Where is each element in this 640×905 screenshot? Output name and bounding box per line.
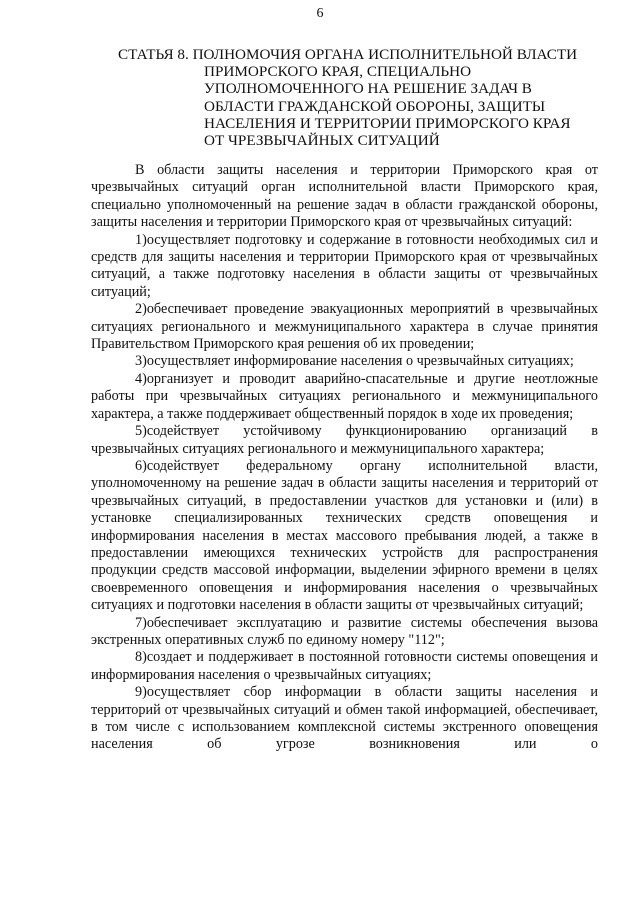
list-item-7: 7)обеспечивает эксплуатацию и развитие системы обеспечения вызова экстренных оперативных служб по единому номеру "112"; bbox=[91, 614, 598, 648]
list-item-3: 3)осуществляет информирование населения о чрезвычайных ситуациях; bbox=[135, 353, 574, 370]
heading-line: ОБЛАСТИ ГРАЖДАНСКОЙ ОБОРОНЫ, ЗАЩИТЫ bbox=[204, 97, 546, 115]
heading-line: УПОЛНОМОЧЕННОГО НА РЕШЕНИЕ ЗАДАЧ В bbox=[204, 80, 532, 98]
list-item-8: 8)создает и поддерживает в постоянной готовности системы оповещения и информирования населения о чрезвычайных ситуациях; bbox=[91, 649, 598, 683]
list-item-2: 2)обеспечивает проведение эвакуационных мероприятий в чрезвычайных ситуациях регионального и межмуниципального характера в случае принятия Правительством Приморского края решения об их проведении; bbox=[91, 301, 598, 353]
intro-paragraph: В области защиты населения и территории Приморского края от чрезвычайных ситуаций орган исполнительной власти Приморского края, специально уполномоченный на решение задач в области гражданской обороны, защиты населения и территории Приморского края от чрезвычайных ситуаций: bbox=[91, 162, 598, 231]
heading-line: СТАТЬЯ 8. ПОЛНОМОЧИЯ ОРГАНА ИСПОЛНИТЕЛЬНОЙ ВЛАСТИ bbox=[118, 46, 578, 63]
page-number: 6 bbox=[316, 6, 324, 21]
article-body bbox=[91, 162, 598, 754]
list-item-5: 5)содействует устойчивому функционированию организаций в чрезвычайных ситуациях регионального и межмуниципального характера; bbox=[91, 423, 598, 457]
heading-line: ОТ ЧРЕЗВЫЧАЙНЫХ СИТУАЦИЙ bbox=[204, 132, 440, 150]
heading-line: ПРИМОРСКОГО КРАЯ, СПЕЦИАЛЬНО bbox=[204, 63, 472, 81]
heading-line: НАСЕЛЕНИЯ И ТЕРРИТОРИИ ПРИМОРСКОГО КРАЯ bbox=[204, 114, 571, 132]
article-heading bbox=[118, 46, 618, 149]
list-item-9: 9)осуществляет сбор информации в области защиты населения и территорий от чрезвычайных ситуаций и обмен такой информацией, обеспечивает, в том числе с использованием комплексной системы экстренного оповещения населения об угрозе возникновения или о bbox=[91, 684, 598, 753]
list-item-4: 4)организует и проводит аварийно-спасательные и другие неотложные работы при чрезвычайных ситуациях регионального и межмуниципального характера, а также поддерживает общественный порядок в ходе их проведения; bbox=[91, 370, 598, 422]
list-item-6: 6)содействует федеральному органу исполнительной власти, уполномоченному на решение задач в области защиты населения и территорий от чрезвычайных ситуаций, в предоставлении участков для установки и (или) в установке специализированных технических средств оповещения и информирования населения в местах массового пребывания людей, а также в предоставлении имеющихся технических устройств для распространения продукции средств массовой информации, выделении эфирного времени в целях своевременного оповещения и информирования населения о чрезвычайных ситуациях и подготовки населения в области защиты от чрезвычайных ситуаций; bbox=[91, 457, 598, 614]
list-item-1: 1)осуществляет подготовку и содержание в готовности необходимых сил и средств для защиты населения и территории Приморского края от чрезвычайных ситуаций, а также подготовку населения в области защиты от чрезвычайных ситуаций; bbox=[91, 231, 598, 300]
